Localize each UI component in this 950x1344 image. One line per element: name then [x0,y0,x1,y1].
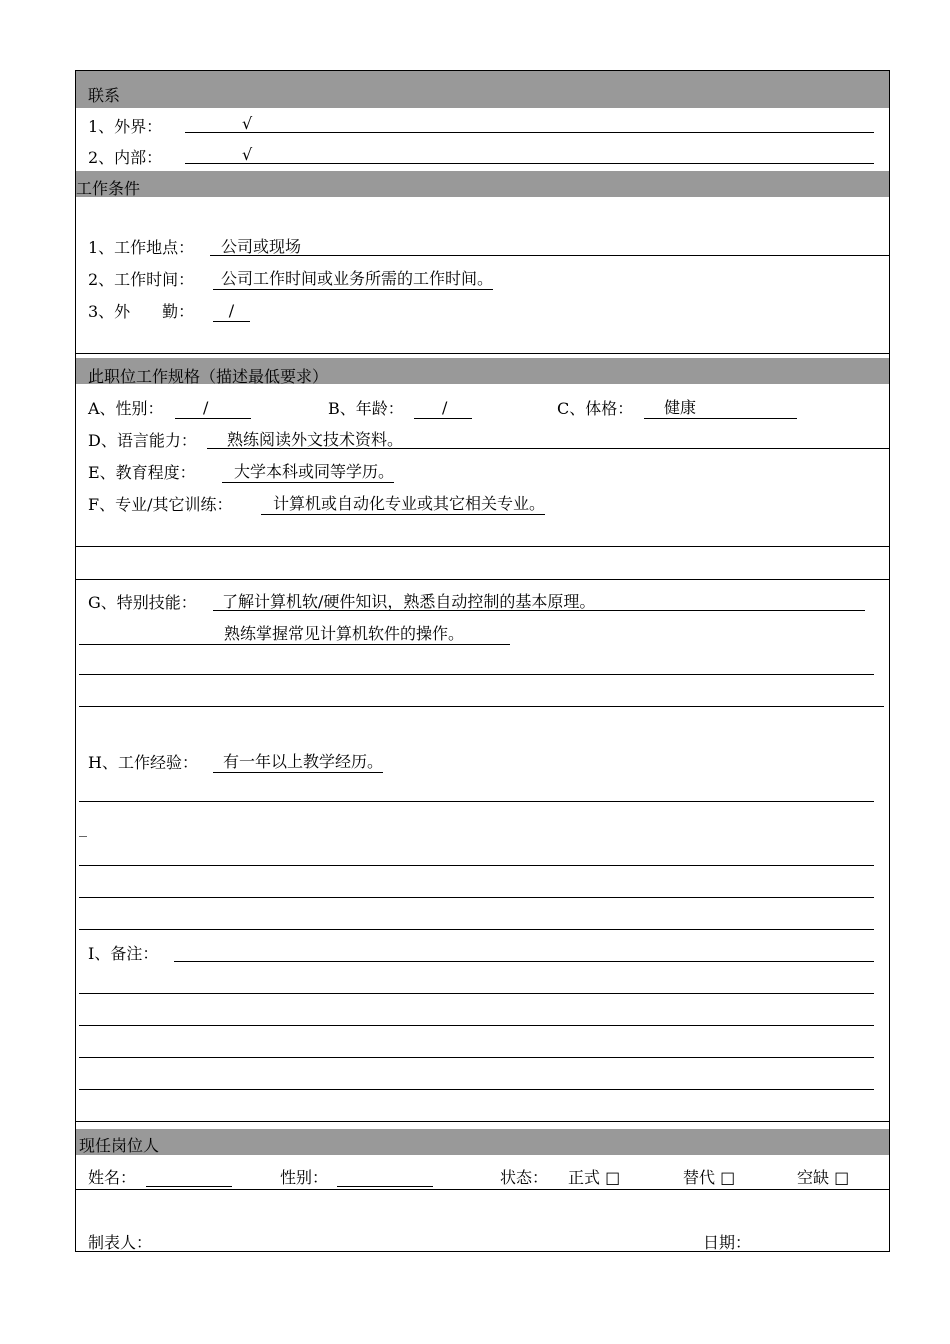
major-value[interactable]: 计算机或自动化专业或其它相关专业。 [261,495,545,515]
incumbent-gender-field-line[interactable] [337,1186,433,1187]
divider [76,1121,889,1122]
language-label: D、语言能力： [88,431,197,450]
location-value[interactable]: 公司或现场 [221,237,302,256]
gender-label: A、性别： [88,399,164,418]
preparer-field-line[interactable] [164,1251,270,1252]
divider [76,579,889,580]
field-duty-label: 3、外 勤： [88,302,195,321]
dash-mark: _ [79,818,87,837]
name-label: 姓名： [88,1168,137,1187]
divider [76,1189,889,1190]
skills-line1[interactable]: 了解计算机软/硬件知识，熟悉自动控制的基本原理。 [222,592,596,611]
blank-line[interactable] [79,1057,874,1058]
time-label: 2、工作时间： [88,270,195,289]
time-value[interactable]: 公司工作时间或业务所需的工作时间。 [213,270,493,290]
field-duty-value[interactable]: / [213,302,250,322]
experience-value[interactable]: 有一年以上教学经历。 [213,753,383,773]
blank-line[interactable] [79,993,874,994]
age-label: B、年龄： [328,399,404,418]
blank-line[interactable] [79,929,874,930]
skills-field-line-1[interactable] [213,610,865,611]
external-label: 1、外界： [88,117,163,136]
status-vacant-checkbox[interactable]: 空缺 □ [797,1168,850,1187]
section-header-contact [76,71,889,108]
section-header-conditions [76,171,889,197]
conditions-header-text: 工作条件 [76,179,141,198]
skills-line2[interactable]: 熟练掌握常见计算机软件的操作。 [79,625,510,645]
blank-line[interactable] [79,1089,874,1090]
education-label: E、教育程度： [88,463,196,482]
blank-line[interactable] [79,674,874,675]
date-label: 日期： [703,1233,752,1252]
internal-field-line[interactable] [185,163,874,164]
skills-label: G、特别技能： [88,593,197,612]
gender-value[interactable]: / [175,399,251,419]
internal-label: 2、内部： [88,148,163,167]
notes-label: I、备注： [88,944,159,963]
status-substitute-checkbox[interactable]: 替代 □ [683,1168,736,1187]
divider [76,353,889,354]
internal-value[interactable]: √ [242,145,253,164]
blank-line[interactable] [79,1025,874,1026]
divider [76,546,889,547]
age-value[interactable]: / [414,399,472,419]
incumbent-gender-label: 性别： [280,1168,329,1187]
name-field-line[interactable] [146,1186,232,1187]
job-description-form [75,70,890,1252]
major-label: F、专业/其它训练： [88,495,233,514]
language-value[interactable]: 熟练阅读外文技术资料。 [227,430,404,449]
blank-line[interactable] [79,801,874,802]
external-field-line[interactable] [185,132,874,133]
contact-header-text: 联系 [88,86,121,105]
incumbent-header-text: 现任岗位人 [79,1136,160,1155]
experience-label: H、工作经验： [88,753,198,772]
blank-line[interactable] [79,897,874,898]
external-value[interactable]: √ [242,114,253,133]
specs-header-text: 此职位工作规格（描述最低要求） [88,367,329,386]
language-field-line[interactable] [207,448,889,449]
physique-label: C、体格： [557,399,634,418]
education-value[interactable]: 大学本科或同等学历。 [222,463,394,483]
section-header-incumbent [76,1129,889,1155]
location-label: 1、工作地点： [88,238,195,257]
blank-line[interactable] [79,865,874,866]
blank-line[interactable] [79,706,884,707]
preparer-label: 制表人： [88,1233,153,1252]
location-field-line[interactable] [210,255,889,256]
status-label: 状态： [500,1168,549,1187]
notes-field-line[interactable] [174,961,874,962]
physique-value[interactable]: 健康 [644,399,797,419]
date-field-line[interactable] [759,1251,855,1252]
status-formal-checkbox[interactable]: 正式 □ [568,1168,621,1187]
